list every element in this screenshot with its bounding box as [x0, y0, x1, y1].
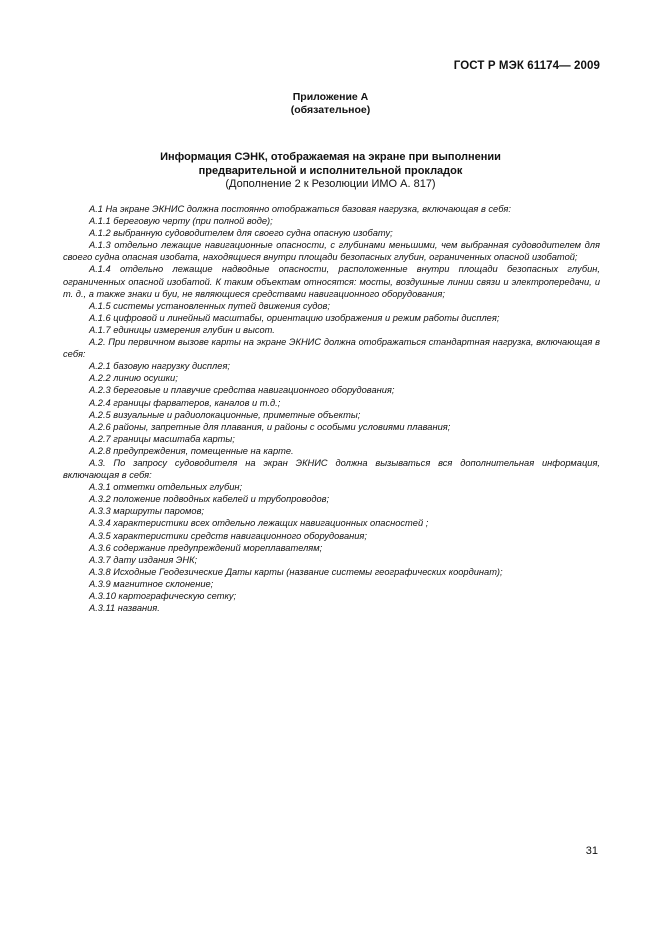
paragraph: А.2.3 береговые и плавучие средства навигационного оборудования;: [89, 385, 395, 396]
paragraph: А.3.10 картографическую сетку;: [89, 591, 237, 601]
paragraph: А.1.4 отдельно лежащие надводные опасности, расположенные внутри площади безопасных глубин, ограниченных опасной изобатой. К таким объектам относятся: мосты, воздушные линии связи и электропередачи, и т. д., а также знаки и буи, не являющиеся средствами навигационного оборудования;: [63, 264, 600, 299]
paragraph: А.3.8 Исходные Геодезические Даты карты (название системы географических координат);: [89, 566, 503, 577]
document-title: [60, 151, 601, 192]
paragraph: А.1 На экране ЭКНИС должна постоянно отображаться базовая нагрузка, включающая в себя:: [89, 204, 511, 214]
paragraph: А.2. При первичном вызове карты на экране ЭКНИС должна отображаться стандартная нагрузка, включающая в себя:: [63, 337, 600, 360]
paragraph: А.3.11 названия.: [89, 603, 160, 614]
paragraph: А.1.3 отдельно лежащие навигационные опасности, с глубинами меньшими, чем выбранная судоводителем для своего судна опасная изобата, находящиеся внутри площади безопасных глубин, ограниченных опасной изобатой;: [63, 240, 600, 263]
paragraph: А.3.2 положение подводных кабелей и трубопроводов;: [89, 494, 330, 505]
paragraph: А.3.4 характеристики всех отдельно лежащих навигационных опасностей ;: [89, 518, 429, 529]
appendix-heading: [0, 91, 661, 117]
paragraph: А.2.2 линию осушки;: [89, 373, 178, 384]
paragraph: А.2.4 границы фарватеров, каналов и т.д.;: [89, 397, 281, 408]
paragraph: А.3. По запросу судоводителя на экран ЭКНИС должна вызываться вся дополнительная информация, включающая в себя:: [63, 457, 600, 481]
standard-number-header: ГОСТ Р МЭК 61174— 2009: [453, 60, 600, 72]
paragraph: А.2.7 границы масштаба карты;: [89, 433, 235, 444]
paragraph: А.3.3 маршруты паромов;: [89, 506, 205, 517]
paragraph: А.1.1 береговую черту (при полной воде);: [89, 216, 273, 227]
paragraph: А.2.8 предупреждения, помещенные на карте.: [89, 445, 294, 456]
title-line-2: предварительной и исполнительной прокладок: [198, 164, 463, 177]
paragraph: А.3.9 магнитное склонение;: [89, 578, 214, 589]
appendix-type: (обязательное): [290, 104, 371, 116]
paragraph: А.3.6 содержание предупреждений мореплавателям;: [89, 542, 323, 553]
paragraph: А.1.6 цифровой и линейный масштабы, ориентацию изображения и режим работы дисплея;: [89, 312, 500, 323]
appendix-label: Приложение А: [292, 91, 369, 103]
title-subtitle: (Дополнение 2 к Резолюции ИМО А. 817): [225, 178, 436, 190]
paragraph: А.1.5 системы установленных путей движения судов;: [89, 300, 330, 311]
paragraph: А.1.2 выбранную судоводителем для своего судна опасную изобату;: [89, 228, 393, 239]
paragraph: А.3.7 дату издания ЭНК;: [89, 554, 198, 565]
paragraph: А.2.6 районы, запретные для плавания, и районы с особыми условиями плавания;: [89, 421, 451, 432]
body-text: [63, 203, 600, 614]
page-number: 31: [585, 845, 598, 857]
paragraph: А.3.1 отметки отдельных глубин;: [89, 482, 243, 493]
paragraph: А.2.5 визуальные и радиолокационные, приметные объекты;: [89, 409, 361, 420]
title-line-1: Информация СЭНК, отображаемая на экране при выполнении: [160, 151, 501, 163]
paragraph: А.1.7 единицы измерения глубин и высот.: [89, 324, 275, 335]
paragraph: А.2.1 базовую нагрузку дисплея;: [89, 361, 231, 372]
paragraph: А.3.5 характеристики средств навигационного оборудования;: [89, 530, 367, 541]
